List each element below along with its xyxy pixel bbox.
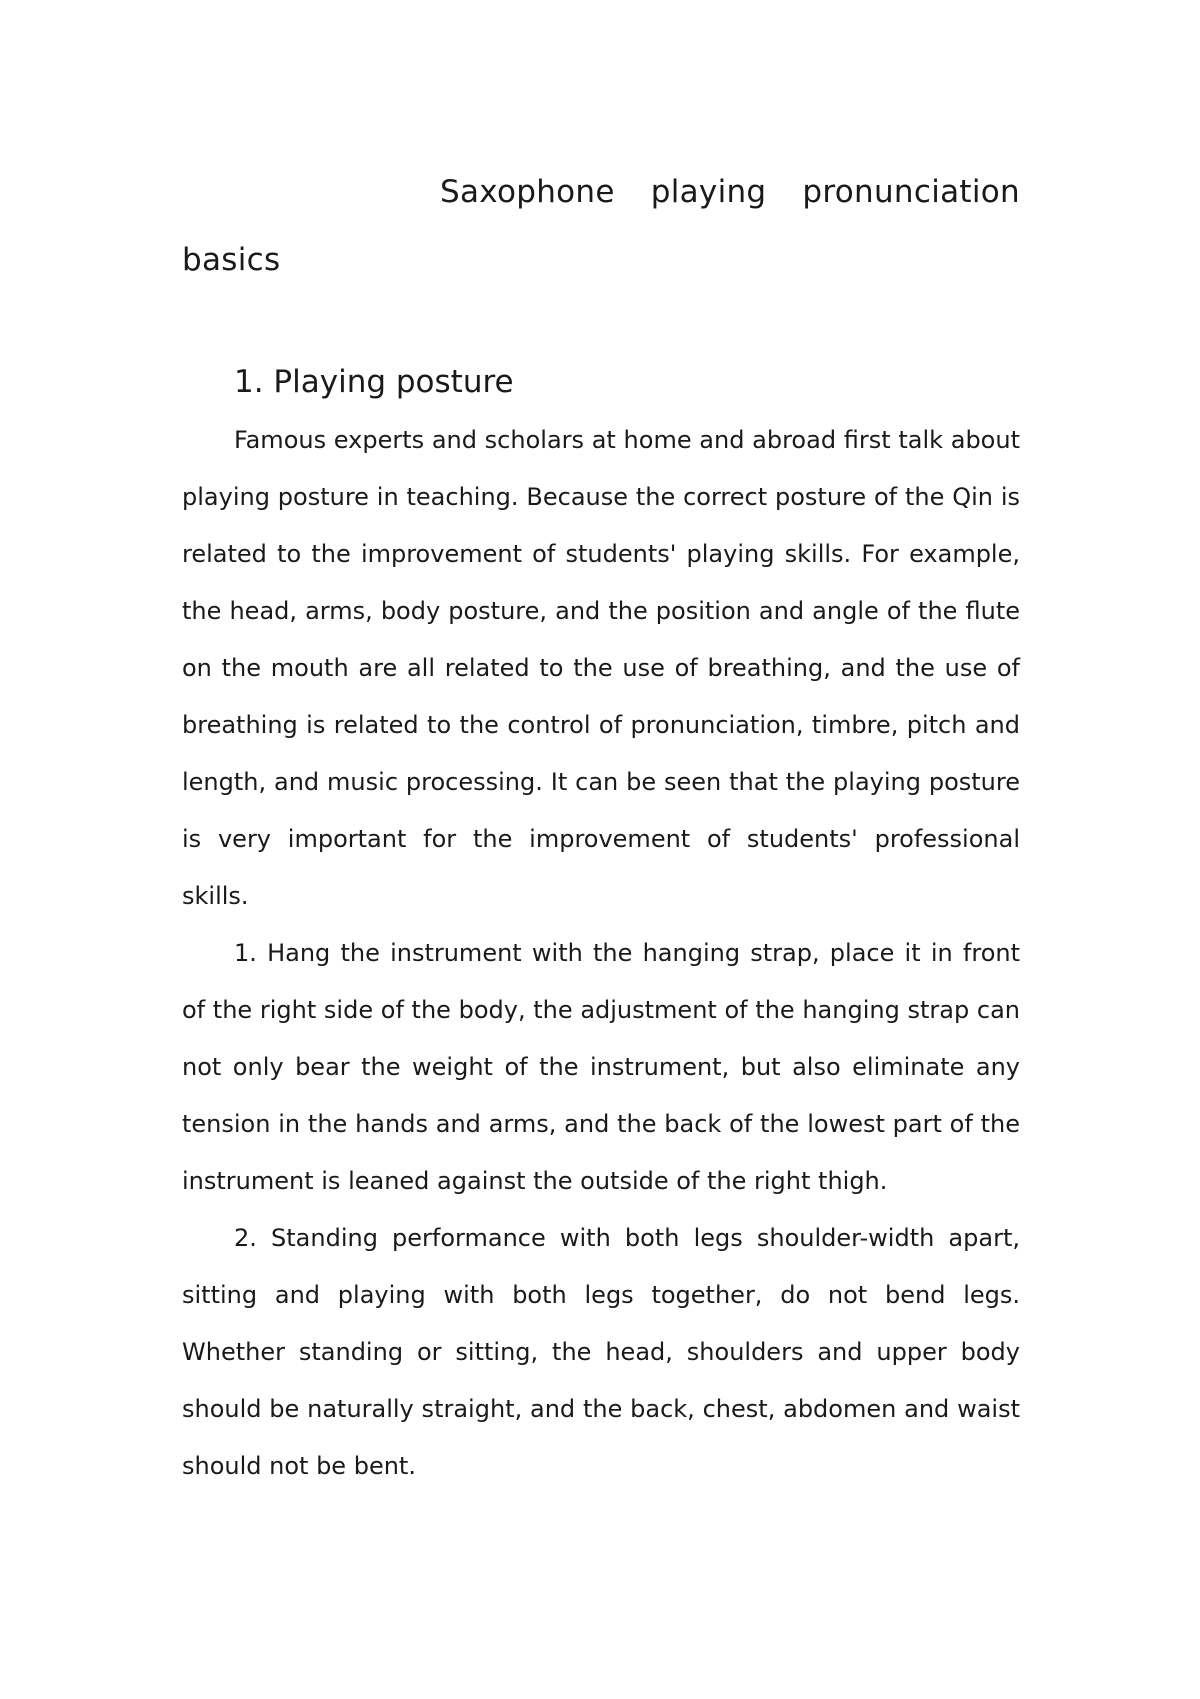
paragraph-intro: Famous experts and scholars at home and abroad first talk about playing posture in teaching. Because the correct posture of the Qin is related to the improvement of students' playing skills. For example, the head, arms, body posture, and the position and angle of the flute on the mouth are all related to the use of breathing, and the use of breathing is related to the control of pronunciation, timbre, pitch and length, and music processing. It can be seen that the playing posture is very important for the improvement of students' professional skills. bbox=[182, 426, 1020, 910]
page-content bbox=[182, 158, 1020, 1495]
paragraph-point-2: 2. Standing performance with both legs shoulder-width apart, sitting and playing with both legs together, do not bend legs. Whether standing or sitting, the head, shoulders and upper body should be naturally straight, and the back, chest, abdomen and waist should not be bent. bbox=[182, 1224, 1020, 1480]
section-heading-playing-posture: 1. Playing posture bbox=[234, 364, 514, 400]
paragraph-point-1: 1. Hang the instrument with the hanging strap, place it in front of the right side of the body, the adjustment of the hanging strap can not only bear the weight of the instrument, but also eliminate any tension in the hands and arms, and the back of the lowest part of the instrument is leaned against the outside of the right thigh. bbox=[182, 939, 1020, 1195]
document-title: Saxophone playing pronunciation basics bbox=[182, 174, 1020, 278]
